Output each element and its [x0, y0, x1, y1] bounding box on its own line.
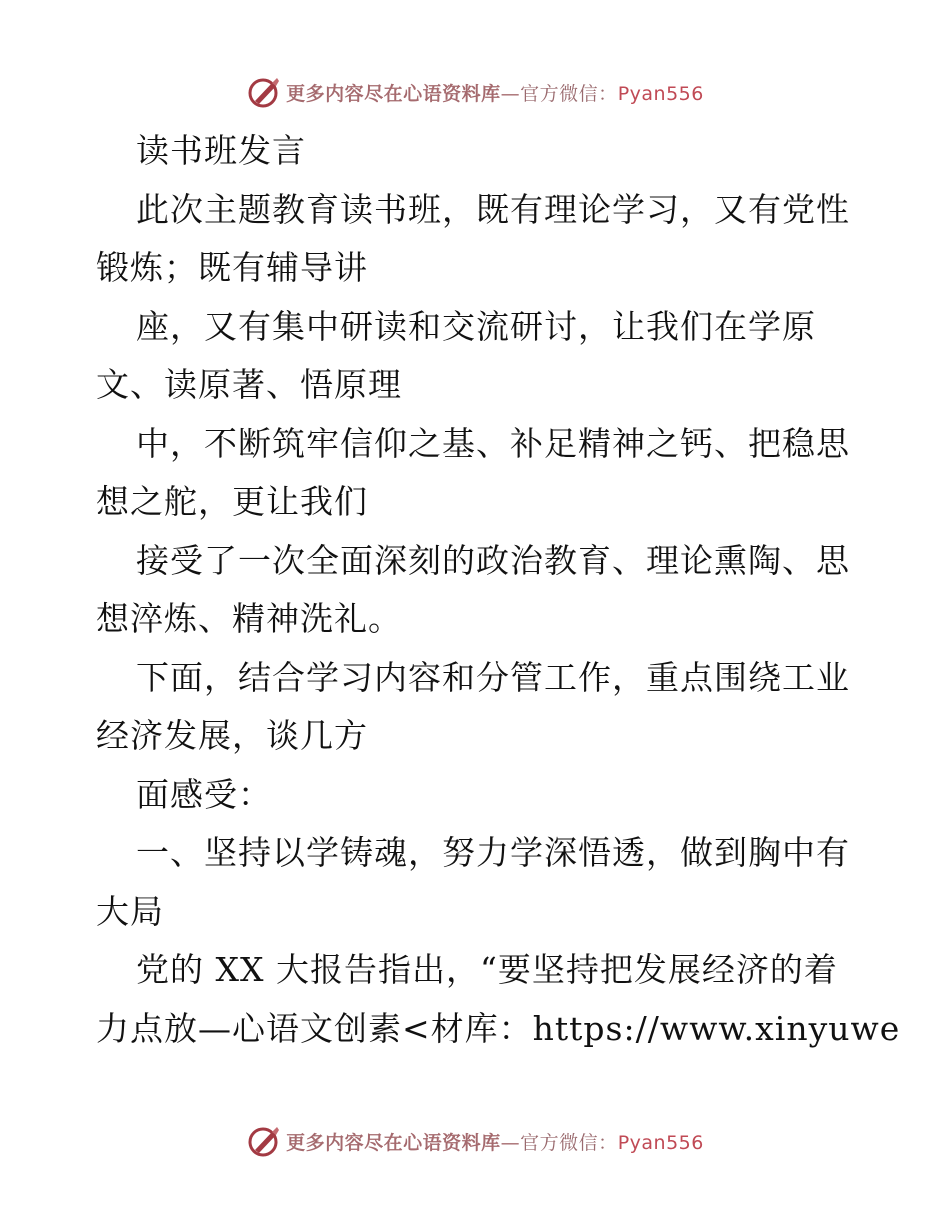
banner-wechat-label: 官方微信： [520, 1131, 618, 1154]
text-line: 想淬炼、精神洗礼。 [96, 599, 402, 638]
header-watermark-banner [0, 72, 950, 112]
banner-wechat-label: 官方微信： [520, 82, 618, 105]
text-line: 经济发展，谈几方 [96, 716, 368, 755]
footer-watermark-banner [0, 1121, 950, 1161]
text-line: 座，又有集中研读和交流研讨，让我们在学原 [136, 306, 816, 346]
banner-main-text: 更多内容尽在心语资料库 [286, 1131, 501, 1154]
text-line: 锻炼；既有辅导讲 [96, 248, 368, 287]
pen-logo-icon [246, 74, 282, 110]
text-line: 党的 XX 大报告指出，“要坚持把发展经济的着 [136, 950, 838, 989]
banner-text [286, 79, 704, 106]
banner-dash: — [500, 1131, 521, 1154]
text-line: 面感受： [136, 774, 272, 814]
banner-text [286, 1128, 704, 1155]
banner-main-text: 更多内容尽在心语资料库 [286, 82, 501, 105]
text-line: 接受了一次全面深刻的政治教育、理论熏陶、思 [136, 540, 850, 580]
text-line: 力点放—心语文创素<材库：https://www.xinyuwe [96, 1008, 901, 1048]
banner-dash: — [500, 82, 521, 105]
document-title: 读书班发言 [136, 131, 306, 170]
banner-wechat-id: Pyan556 [617, 82, 704, 105]
text-line: 此次主题教育读书班，既有理论学习，又有党性 [136, 189, 850, 229]
text-line: 文、读原著、悟原理 [96, 365, 402, 404]
section-heading: 一、坚持以学铸魂，努力学深悟透，做到胸中有 [136, 833, 850, 872]
text-line: 中，不断筑牢信仰之基、补足精神之钙、把稳思 [136, 423, 850, 463]
pen-logo-icon [246, 1123, 282, 1159]
text-line: 想之舵，更让我们 [96, 482, 368, 521]
document-body [96, 122, 901, 1058]
section-heading-continued: 大局 [96, 891, 164, 931]
text-line: 下面，结合学习内容和分管工作，重点围绕工业 [136, 657, 850, 697]
banner-wechat-id: Pyan556 [617, 1131, 704, 1154]
